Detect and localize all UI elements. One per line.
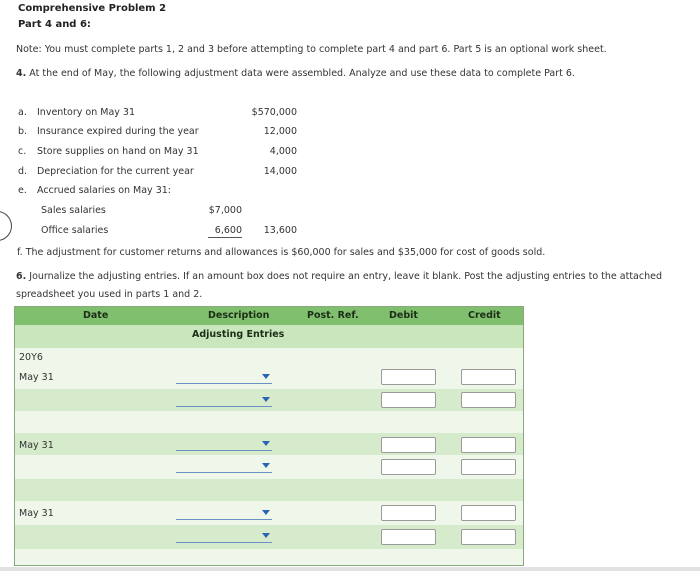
office-salaries-label: Office salaries xyxy=(41,225,109,236)
section-title: Adjusting Entries xyxy=(192,329,285,340)
column-debit: Debit xyxy=(389,310,418,321)
adjustment-letter: e. xyxy=(18,185,27,196)
part6-text: Journalize the adjusting entries. If an amount box does not require an entry, leave it blank. Post the adjusting entries to the attached xyxy=(29,271,662,282)
entry-date: May 31 xyxy=(19,372,54,383)
debit-input[interactable] xyxy=(381,437,436,453)
sales-salaries-label: Sales salaries xyxy=(41,205,106,216)
credit-input[interactable] xyxy=(461,529,516,545)
debit-input[interactable] xyxy=(381,459,436,475)
part6-text-continued: spreadsheet you used in parts 1 and 2. xyxy=(16,289,203,300)
journal-row xyxy=(15,433,523,455)
column-credit: Credit xyxy=(468,310,501,321)
adjustment-label: Inventory on May 31 xyxy=(37,107,135,118)
credit-input[interactable] xyxy=(461,459,516,475)
scrollbar-track[interactable] xyxy=(0,567,700,571)
year-label: 20Y6 xyxy=(19,352,43,363)
journal-header-row xyxy=(15,307,523,326)
dropdown-caret-icon xyxy=(262,397,270,402)
journal-row xyxy=(15,389,523,411)
problem-title: Comprehensive Problem 2 xyxy=(18,3,167,14)
journal-row xyxy=(15,525,523,549)
adjustment-label: Depreciation for the current year xyxy=(37,166,194,177)
problem-subtitle: Part 4 and 6: xyxy=(18,19,91,30)
column-post-ref: Post. Ref. xyxy=(307,310,359,321)
part4-text: At the end of May, the following adjustment data were assembled. Analyze and use these data to complete Part 6. xyxy=(29,68,575,79)
account-select[interactable] xyxy=(176,460,272,473)
part4-number: 4. xyxy=(16,68,27,79)
part-f-text: f. The adjustment for customer returns and allowances is $60,000 for sales and $35,000 for cost of goods sold. xyxy=(17,247,546,258)
debit-input[interactable] xyxy=(381,392,436,408)
office-salaries-amount: 6,600 xyxy=(208,225,242,238)
sales-salaries-amount: $7,000 xyxy=(208,205,242,216)
column-description: Description xyxy=(208,310,270,321)
entry-date: May 31 xyxy=(19,440,54,451)
dropdown-caret-icon xyxy=(262,441,270,446)
adjustment-label: Accrued salaries on May 31: xyxy=(37,185,171,196)
account-select[interactable] xyxy=(176,530,272,543)
credit-input[interactable] xyxy=(461,505,516,521)
dropdown-caret-icon xyxy=(262,463,270,468)
journal-row xyxy=(15,501,523,525)
adjustment-letter: b. xyxy=(18,126,28,137)
adjustment-label: Store supplies on hand on May 31 xyxy=(37,146,199,157)
entry-date: May 31 xyxy=(19,508,54,519)
account-select[interactable] xyxy=(176,507,272,520)
year-row xyxy=(15,348,523,367)
note-text: Note: You must complete parts 1, 2 and 3 before attempting to complete part 4 and part 6. Part 5 is an optional work sheet. xyxy=(16,44,607,55)
accrued-salaries-total: 13,600 xyxy=(263,225,297,236)
adjustment-amount: $570,000 xyxy=(251,107,297,118)
adjustment-amount: 12,000 xyxy=(263,126,297,137)
debit-input[interactable] xyxy=(381,505,436,521)
account-select[interactable] xyxy=(176,394,272,407)
credit-input[interactable] xyxy=(461,369,516,385)
blank-row xyxy=(15,479,523,501)
journal-table xyxy=(14,306,524,566)
adjustment-letter: c. xyxy=(18,146,27,157)
account-select[interactable] xyxy=(176,438,272,451)
dropdown-caret-icon xyxy=(262,374,270,379)
adjustment-label: Insurance expired during the year xyxy=(37,126,199,137)
section-header-row xyxy=(15,325,523,349)
credit-input[interactable] xyxy=(461,392,516,408)
debit-input[interactable] xyxy=(381,529,436,545)
blank-row xyxy=(15,549,523,566)
adjustment-letter: d. xyxy=(18,166,28,177)
dropdown-caret-icon xyxy=(262,533,270,538)
journal-row xyxy=(15,367,523,389)
credit-input[interactable] xyxy=(461,437,516,453)
adjustment-letter: a. xyxy=(18,107,27,118)
debit-input[interactable] xyxy=(381,369,436,385)
column-date: Date xyxy=(83,310,109,321)
blank-row xyxy=(15,411,523,433)
circle-decoration xyxy=(0,211,12,241)
account-select[interactable] xyxy=(176,371,272,384)
part6-number: 6. xyxy=(16,271,27,282)
dropdown-caret-icon xyxy=(262,510,270,515)
part4-instructions xyxy=(16,68,575,79)
adjustment-amount: 14,000 xyxy=(263,166,297,177)
journal-row xyxy=(15,455,523,479)
adjustment-amount: 4,000 xyxy=(269,146,297,157)
part6-instructions xyxy=(16,271,662,282)
